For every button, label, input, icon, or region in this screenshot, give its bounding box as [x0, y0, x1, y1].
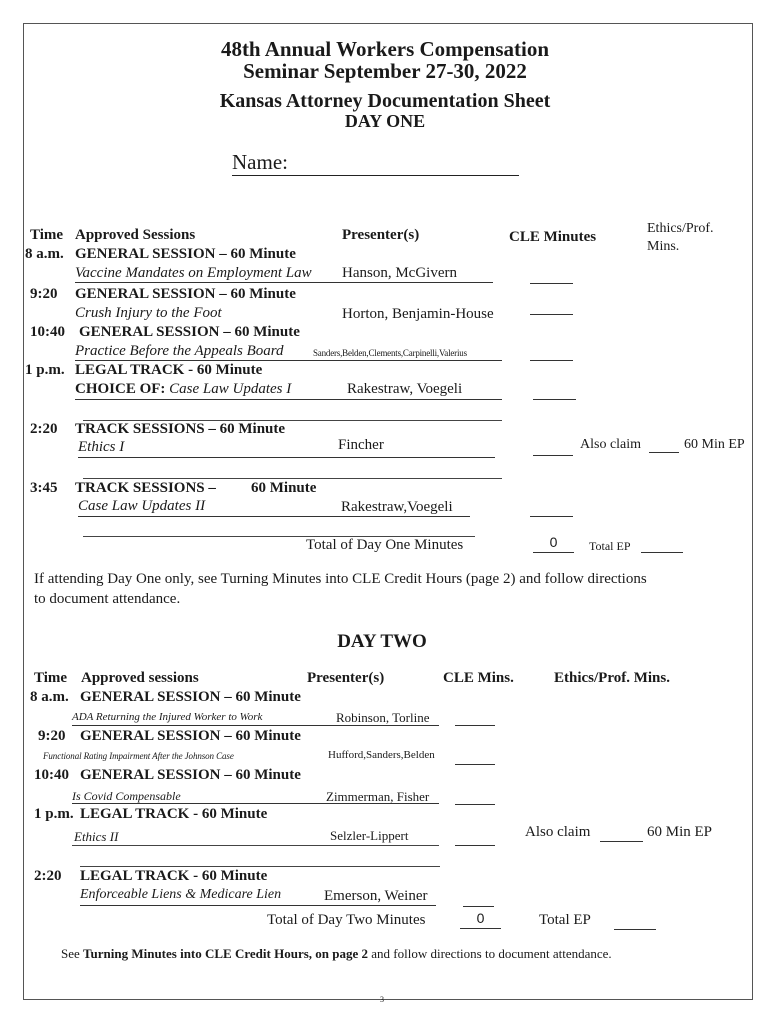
track-blank-line[interactable]	[80, 866, 440, 867]
session-title: GENERAL SESSION – 60 Minute	[80, 689, 301, 705]
session-time: 2:20	[30, 421, 58, 437]
name-field[interactable]	[232, 175, 519, 176]
day-two-total-ep-field[interactable]	[614, 929, 656, 930]
col-time: Time	[30, 227, 64, 243]
session-time: 2:20	[34, 868, 62, 884]
session-presenters: Horton, Benjamin-House	[342, 306, 494, 322]
session-time: 9:20	[38, 728, 66, 744]
cle-minutes-field[interactable]	[455, 845, 495, 846]
choice-label: CHOICE OF:	[75, 381, 166, 397]
session-title: LEGAL TRACK - 60 Minute	[80, 806, 268, 822]
session-presenters: Zimmerman, Fisher	[326, 789, 430, 804]
session-presenters: Rakestraw,Voegeli	[341, 499, 453, 515]
session-topic: Case Law Updates II	[78, 498, 206, 514]
day-one-total-ep-field[interactable]	[641, 552, 683, 553]
cle-minutes-field[interactable]	[530, 283, 573, 284]
day-two-total-label: Total of Day Two Minutes	[267, 912, 426, 928]
cle-minutes-field[interactable]	[455, 764, 495, 765]
session-topic: Ethics I	[78, 439, 125, 455]
cle-minutes-field[interactable]	[530, 360, 573, 361]
also-claim-prefix: Also claim	[525, 824, 591, 840]
cle-minutes-field[interactable]	[455, 804, 495, 805]
col-sessions: Approved Sessions	[75, 227, 196, 243]
session-time: 8 a.m.	[30, 689, 69, 705]
session-time: 10:40	[34, 767, 69, 783]
session-time: 10:40	[30, 324, 65, 340]
session-presenters: Robinson, Torline	[336, 710, 430, 725]
track-topic-line	[72, 845, 439, 846]
day-one-total-label: Total of Day One Minutes	[306, 537, 464, 553]
col-ethics: Ethics/Prof. Mins.	[647, 221, 714, 254]
day-two-heading: DAY TWO	[337, 631, 427, 652]
day-one-note-line2: to document attendance.	[34, 591, 181, 607]
sheet-subtitle: Kansas Attorney Documentation Sheet	[219, 90, 551, 112]
session-presenters: Emerson, Weiner	[324, 888, 428, 904]
also-claim-prefix: Also claim	[580, 437, 642, 452]
day-two-total-value[interactable]: 0	[460, 910, 501, 929]
session-topic: Enforceable Liens & Medicare Lien	[80, 887, 282, 902]
cle-minutes-field[interactable]	[530, 314, 573, 315]
session-time: 9:20	[30, 286, 58, 302]
day-two-footer-note	[61, 946, 612, 962]
session-title: GENERAL SESSION – 60 Minute	[80, 767, 301, 783]
cle-minutes-field[interactable]	[455, 725, 495, 726]
session-topic: Case Law Updates I	[169, 381, 292, 397]
day-one-heading: DAY ONE	[344, 111, 426, 131]
title-line-2: Seminar September 27-30, 2022	[243, 59, 527, 83]
session-topic: Crush Injury to the Foot	[75, 305, 222, 321]
session-title: TRACK SESSIONS – 60 Minute	[75, 421, 286, 437]
session-title: LEGAL TRACK - 60 Minute	[80, 868, 268, 884]
session-topic: ADA Returning the Injured Worker to Work	[72, 711, 263, 723]
col-cle-mins: CLE Mins.	[443, 670, 514, 686]
ep-minutes-field[interactable]	[649, 452, 679, 453]
session-title-suffix: 60 Minute	[251, 480, 317, 496]
session-presenters: Fincher	[338, 437, 384, 453]
day-one-total-ep-label: Total EP	[589, 539, 631, 553]
session-time: 3:45	[30, 480, 58, 496]
cle-minutes-field[interactable]	[463, 906, 494, 907]
session-topic: Functional Rating Impairment After the Johnson Case	[43, 751, 234, 761]
day-one-note: If attending Day One only, see Turning Minutes into CLE Credit Hours (page 2) and follow directions	[34, 571, 647, 587]
session-title: GENERAL SESSION – 60 Minute	[79, 324, 300, 340]
session-title: GENERAL SESSION – 60 Minute	[75, 286, 296, 302]
day-two-total-ep-label: Total EP	[539, 912, 591, 928]
also-claim-suffix: 60 Min EP	[647, 824, 713, 840]
col-ethics: Ethics/Prof. Mins.	[554, 670, 670, 686]
session-time: 1 p.m.	[34, 806, 74, 822]
session-topic-line	[78, 439, 495, 458]
session-presenters: Sanders,Belden,Clements,Carpinelli,Valerius	[313, 348, 467, 358]
page-number: 3	[380, 995, 384, 1004]
session-time: 8 a.m.	[25, 246, 64, 262]
footer-see: See	[61, 946, 80, 961]
also-claim-suffix: 60 Min EP	[684, 437, 745, 452]
session-title: LEGAL TRACK - 60 Minute	[75, 362, 263, 378]
footer-bold-reference: Turning Minutes into CLE Credit Hours, on page 2	[83, 946, 368, 961]
cle-minutes-field[interactable]	[533, 399, 576, 400]
session-topic: Is Covid Compensable	[72, 789, 181, 803]
col-sessions: Approved sessions	[81, 670, 199, 686]
session-title: GENERAL SESSION – 60 Minute	[80, 728, 301, 744]
title-line-1: 48th Annual Workers Compensation	[220, 37, 550, 61]
session-topic: Vaccine Mandates on Employment Law	[75, 265, 312, 281]
session-presenters: Rakestraw, Voegeli	[347, 381, 463, 397]
seminar-title	[0, 38, 770, 82]
session-topic: Ethics II	[74, 829, 119, 844]
session-presenters: Selzler-Lippert	[330, 828, 409, 843]
col-time: Time	[34, 670, 68, 686]
session-presenters: Hufford,Sanders,Belden	[328, 749, 435, 761]
col-presenters: Presenter(s)	[307, 670, 385, 686]
session-time: 1 p.m.	[25, 362, 65, 378]
ep-minutes-field[interactable]	[600, 841, 643, 842]
cle-minutes-field[interactable]	[530, 516, 573, 517]
footer-rest: and follow directions to document attendance.	[371, 946, 612, 961]
session-title: TRACK SESSIONS –	[75, 480, 216, 496]
name-label: Name:	[232, 150, 288, 174]
session-title: GENERAL SESSION – 60 Minute	[75, 246, 296, 262]
col-cle-minutes: CLE Minutes	[509, 229, 597, 245]
day-one-total-value[interactable]: 0	[533, 535, 574, 553]
col-presenters: Presenter(s)	[342, 227, 420, 243]
cle-minutes-field[interactable]	[533, 455, 573, 456]
track-blank-line[interactable]	[83, 478, 502, 479]
session-presenters: Hanson, McGivern	[342, 265, 457, 281]
session-topic: Practice Before the Appeals Board	[75, 343, 284, 359]
